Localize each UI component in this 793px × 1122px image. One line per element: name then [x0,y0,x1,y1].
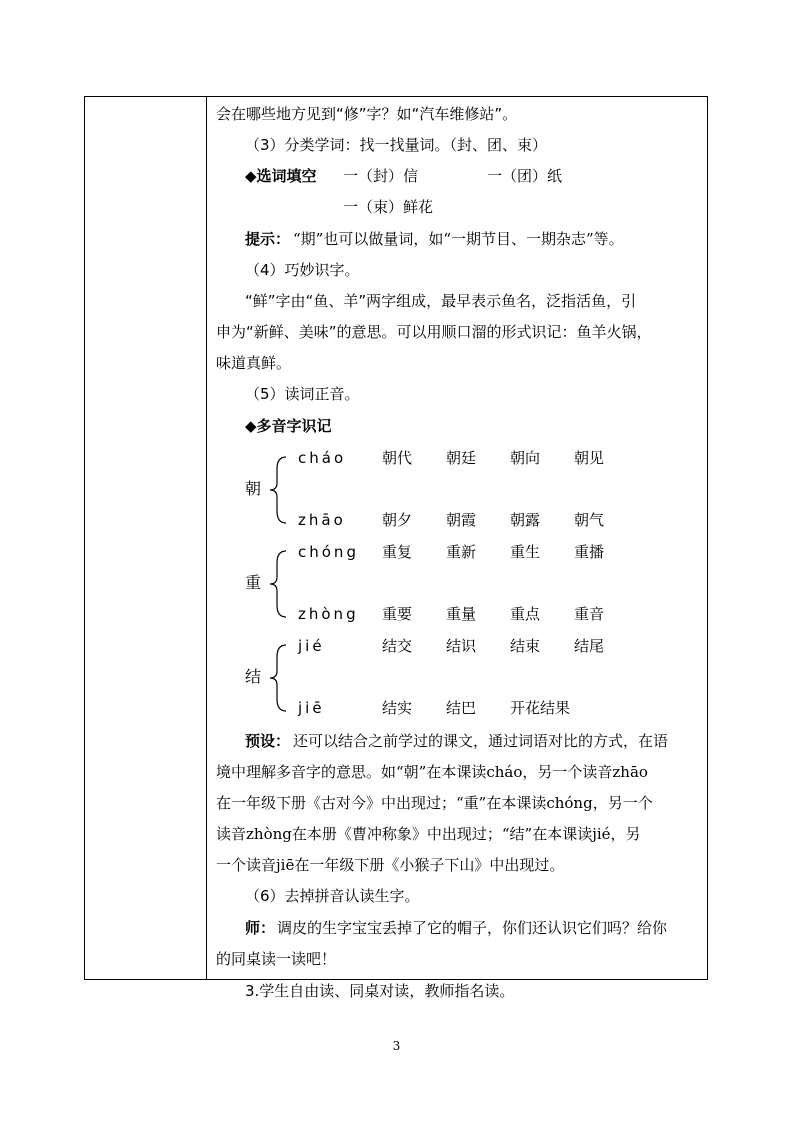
word-1b-4: 朝气 [574,511,605,529]
word-1b-3: 朝露 [510,511,541,529]
preset-text-3: 在一年级下册《古对今》中出现过；“重”在本课读chóng，另一个 [216,794,653,812]
preset-text-4: 读音zhòng在本册《曹冲称象》中出现过；“结”在本课读jié，另 [216,825,641,843]
polyphone-char-2: 重 [245,573,262,592]
word-1b-2: 朝霞 [446,511,477,529]
text-line-2: （3）分类学词：找一找量词。（封、团、束） [245,136,548,154]
word-1a-3: 朝向 [510,449,541,467]
preset-label: 预设： [245,732,291,750]
text-line-12: （6）去掉拼音认读生字。 [245,887,420,905]
text-line-8: 申为“新鲜、美味”的意思。可以用顺口溜的形式识记：鱼羊火锅， [216,323,652,341]
text-line-13: 3.学生自由读、同桌对读，教师指名读。 [245,982,515,1000]
word-1a-4: 朝见 [574,449,605,467]
word-3a-2: 结识 [446,637,477,655]
text-line-1: 会在哪些地方见到“修”字？如“汽车维修站”。 [216,105,518,123]
word-3b-1: 结实 [382,699,413,717]
text-line-7: “鲜”字由“鱼、羊”两字组成，最早表示鱼名，泛指活鱼，引 [245,292,637,310]
brace-icon [268,455,288,525]
pinyin-1a: cháo [298,449,347,467]
page-number: 3 [392,1039,401,1053]
word-3b-3: 开花结果 [510,699,571,717]
hint-text: “期”也可以做量词，如“一期节目、一期杂志”等。 [293,230,624,248]
word-2a-4: 重播 [574,543,605,561]
word-1a-2: 朝廷 [446,449,477,467]
word-2a-2: 重新 [446,543,477,561]
teacher-text-1: 调皮的生字宝宝丢掉了它的帽子，你们还认识它们吗？给你 [277,919,668,937]
word-2b-1: 重要 [382,605,413,623]
fill-blank-item-2: 一（团）纸 [487,167,563,185]
fill-blank-item-1: 一（封）信 [343,167,419,185]
pinyin-3a: jié [298,637,325,655]
word-1b-1: 朝夕 [382,511,413,529]
teacher-text-2: 的同桌读一读吧！ [216,950,337,968]
word-2b-2: 重量 [446,605,477,623]
word-1a-1: 朝代 [382,449,413,467]
brace-icon [268,643,288,713]
text-line-9: 味道真鲜。 [216,354,292,372]
word-2a-1: 重复 [382,543,413,561]
fill-blank-item-3: 一（束）鲜花 [343,198,434,216]
word-3b-2: 结巴 [446,699,477,717]
word-3a-1: 结交 [382,637,413,655]
polyphone-char-3: 结 [245,667,262,686]
word-2b-3: 重点 [510,605,541,623]
text-line-10: （5）读词正音。 [245,385,360,403]
fill-blank-label: ◆选词填空 [245,167,317,185]
hint-label: 提示： [245,230,291,248]
word-2a-3: 重生 [510,543,541,561]
word-2b-4: 重音 [574,605,605,623]
polyphone-title: ◆多音字识记 [245,417,332,435]
preset-text-1: 还可以结合之前学过的课文，通过词语对比的方式，在语 [293,732,669,750]
pinyin-1b: zhāo [298,511,346,529]
text-line-6: （4）巧妙识字。 [245,261,360,279]
word-3a-4: 结尾 [574,637,605,655]
teacher-label: 师： [245,919,276,937]
preset-text-5: 一个读音jiē在一年级下册《小猴子下山》中出现过。 [216,856,565,874]
polyphone-char-1: 朝 [245,479,262,498]
pinyin-3b: jiē [298,699,325,717]
pinyin-2a: chóng [298,543,359,561]
word-3a-3: 结束 [510,637,541,655]
preset-text-2: 境中理解多音字的意思。如“朝”在本课读cháo，另一个读音zhāo [216,763,648,781]
pinyin-2b: zhòng [298,605,359,623]
brace-icon [268,549,288,619]
